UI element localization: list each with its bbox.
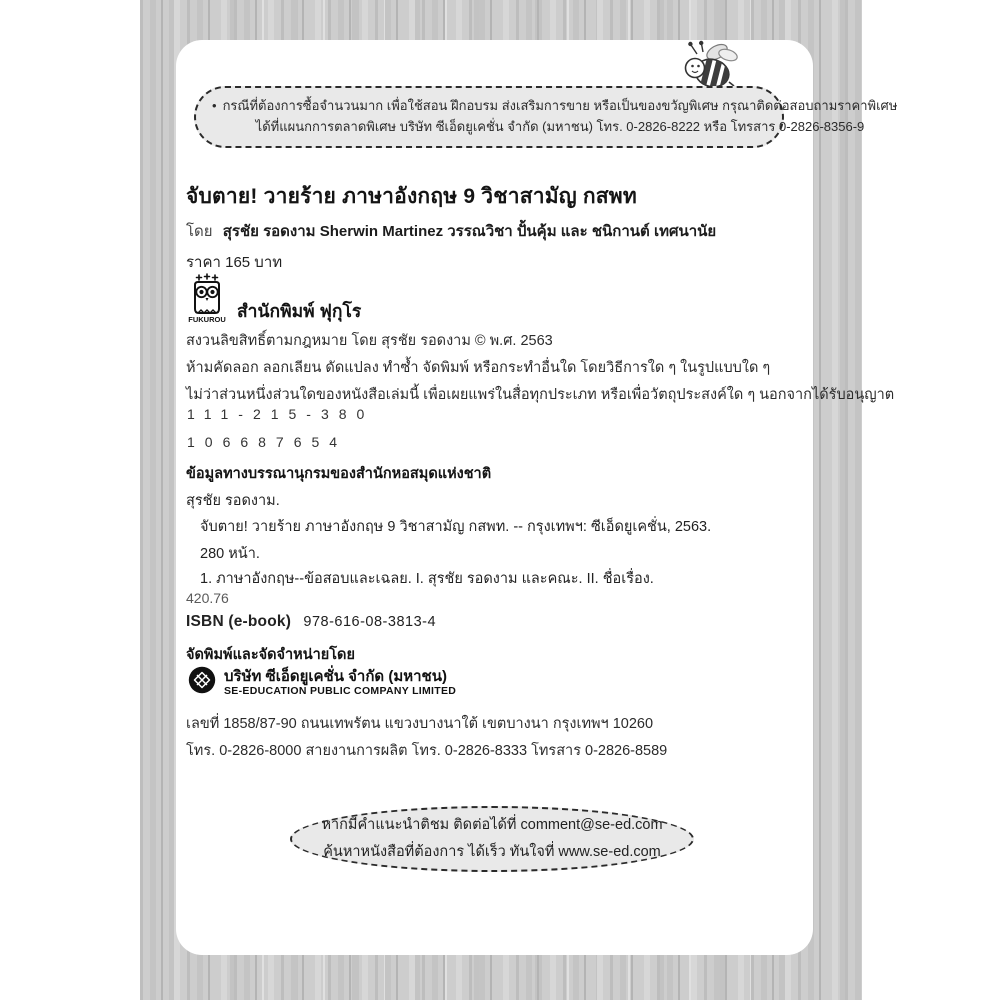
isbn-line [186,613,436,631]
book-title: จับตาย! วายร้าย ภาษาอังกฤษ 9 วิชาสามัญ กสพท [186,185,637,208]
printers-key-line2: 106687654 [187,434,348,450]
copyright-line3: ไม่ว่าส่วนหนึ่งส่วนใดของหนังสือเล่มนี้ เพื่อเผยแพร่ในสื่อทุกประเภท หรือเพื่อวัตถุประสงค์ใด ๆ นอกจากได้รับอนุญาต [186,387,895,403]
contact-note-line1: หากมีคำแนะนำติชม ติดต่อได้ที่ comment@se-ed.com [321,817,663,834]
bibliography-entry: จับตาย! วายร้าย ภาษาอังกฤษ 9 วิชาสามัญ กสพท. -- กรุงเทพฯ: ซีเอ็ดยูเคชั่น, 2563. [200,519,712,535]
bulk-purchase-note [194,86,898,148]
bibliography-entry: 1. ภาษาอังกฤษ--ข้อสอบและเฉลย. I. สุรชัย รอดงาม และคณะ. II. ชื่อเรื่อง. [200,571,654,587]
printers-key-line1: 111-215-380 [187,406,375,422]
imprint-name: สำนักพิมพ์ ฟุกุโร [237,301,362,321]
book-byline [186,219,716,243]
note-bullet: • [212,98,217,113]
book-price: ราคา 165 บาท [186,254,283,271]
publisher-phone: โทร. 0-2826-8000 สายงานการผลิต โทร. 0-2826-8333 โทรสาร 0-2826-8589 [186,743,668,759]
copyright-block [186,328,894,409]
isbn-value: 978-616-08-3813-4 [303,614,437,630]
bibliography-entry: 280 หน้า. [200,546,260,562]
publisher-name-th: บริษัท ซีเอ็ดยูเคชั่น จำกัด (มหาชน) [224,667,447,685]
author-names: สุรชัย รอดงาม Sherwin Martinez วรรณวิชา ปั้นคุ้ม และ ชนิกานต์ เทศนานัย [222,223,717,240]
promo-note-line2: ได้ที่แผนกการตลาดพิเศษ บริษัท ซีเอ็ดยูเคชั่น จำกัด (มหาชน) โทร. 0-2826-8222 หรือ โทรสาร 0-2826-8356-9 [255,119,865,135]
publisher-address: เลขที่ 1858/87-90 ถนนเทพรัตน แขวงบางนาใต้ เขตบางนา กรุงเทพฯ 10260 [186,716,654,732]
isbn-label: ISBN (e-book) [186,613,292,630]
copyright-line1: สงวนลิขสิทธิ์ตามกฎหมาย โดย สุรชัย รอดงาม © พ.ศ. 2563 [186,333,553,349]
book-imprint-page [176,40,898,955]
ddc-number: 420.76 [186,590,229,606]
copyright-line2: ห้ามคัดลอก ลอกเลียน ดัดแปลง ทำซ้ำ จัดพิมพ์ หรือกระทำอื่นใด โดยวิธีการใด ๆ ในรูปแบบใด ๆ [186,360,771,376]
bibliography-entry: สุรชัย รอดงาม. [186,493,280,509]
publisher-name-en: SE-EDUCATION PUBLIC COMPANY LIMITED [224,685,457,698]
distribution-header: จัดพิมพ์และจัดจำหน่ายโดย [186,647,355,663]
se-ed-circle-logo-icon [188,666,216,699]
promo-note-line1: กรณีที่ต้องการซื้อจำนวนมาก เพื่อใช้สอน ฝึกอบรม ส่งเสริมการขาย หรือเป็นของขวัญพิเศษ กรุณาติดต่อสอบถามราคาพิเศษ [222,98,898,113]
byline-prefix: โดย [186,223,213,240]
publisher-company-row [188,666,456,699]
fukurou-owl-logo-icon [186,271,228,328]
bibliography-header: ข้อมูลทางบรรณานุกรมของสำนักหอสมุดแห่งชาติ [186,466,492,482]
svg-text:FUKUROU: FUKUROU [188,315,226,323]
imprint-brand-row [186,271,361,328]
contact-note-bubble [290,806,694,872]
contact-note-line2: ค้นหาหนังสือที่ต้องการ ได้เร็ว ทันใจที่ www.se-ed.com [323,844,661,860]
